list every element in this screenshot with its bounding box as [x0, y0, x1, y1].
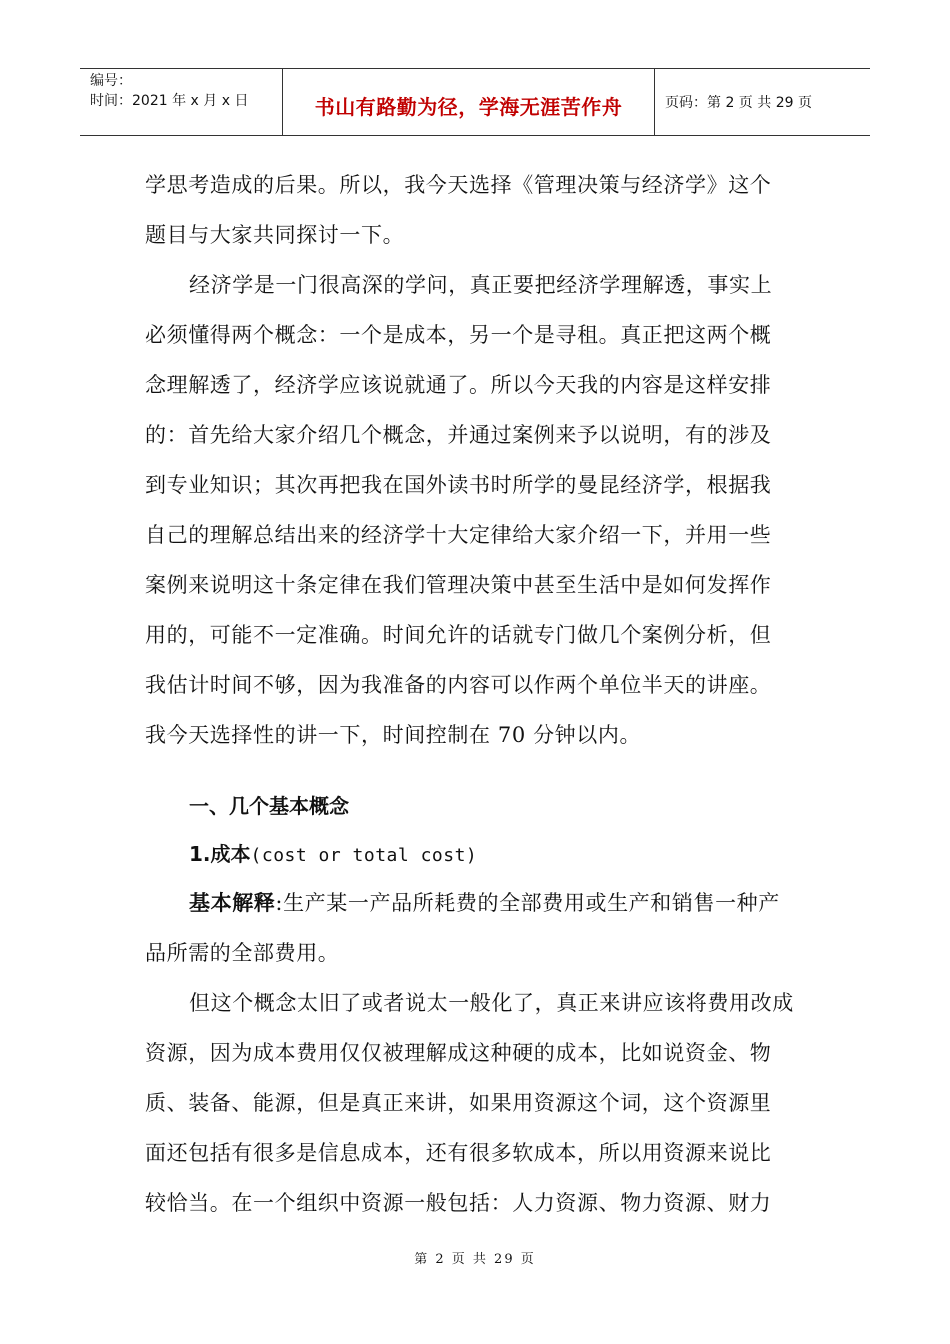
text-line: 经济学是一门很高深的学问，真正要把经济学理解透，事实上 — [189, 273, 773, 297]
text-line: 自己的理解总结出来的经济学十大定律给大家介绍一下，并用一些 — [145, 523, 772, 547]
document-body — [145, 160, 807, 1228]
page-header — [80, 68, 870, 136]
text-line: 学思考造成的后果。所以，我今天选择《管理决策与经济学》这个 — [145, 173, 772, 197]
page-footer: 第 2 页 共 29 页 — [414, 1252, 536, 1267]
definition-text: :生产某一产品所耗费的全部费用或生产和销售一种产 — [275, 891, 780, 915]
sub-heading-english: (cost or total cost) — [250, 845, 478, 866]
definition-label: 基本解释 — [189, 891, 276, 915]
text-line: 案例来说明这十条定律在我们管理决策中甚至生活中是如何发挥作 — [145, 573, 772, 597]
header-motto: 书山有路勤为径，学海无涯苦作舟 — [314, 94, 623, 119]
header-motto-cell — [283, 69, 655, 135]
text-line — [145, 878, 807, 928]
sub-heading — [145, 830, 807, 878]
text-line: 题目与大家共同探讨一下。 — [145, 223, 405, 247]
text-line: 我今天选择性的讲一下，时间控制在 70 分钟以内。 — [145, 723, 642, 747]
header-page-info: 页码：第 2 页 共 29 页 — [665, 95, 812, 111]
text-line: 用的，可能不一定准确。时间允许的话就专门做几个案例分析，但 — [145, 623, 772, 647]
spacer — [145, 760, 807, 782]
text-line: 念理解透了，经济学应该说就通了。所以今天我的内容是这样安排 — [145, 373, 772, 397]
text-line: 但这个概念太旧了或者说太一般化了，真正来讲应该将费用改成 — [189, 991, 794, 1015]
text-line: 质、装备、能源，但是真正来讲，如果用资源这个词，这个资源里 — [145, 1091, 772, 1115]
header-meta — [80, 69, 283, 135]
text-line: 我估计时间不够，因为我准备的内容可以作两个单位半天的讲座。 — [145, 673, 772, 697]
text-line: 的：首先给大家介绍几个概念，并通过案例来予以说明，有的涉及 — [145, 423, 772, 447]
section-heading: 一、几个基本概念 — [189, 794, 349, 818]
date-label: 时间：2021 年 x 月 x 日 — [90, 93, 249, 109]
text-line: 到专业知识；其次再把我在国外读书时所学的曼昆经济学，根据我 — [145, 473, 772, 497]
text-line: 资源，因为成本费用仅仅被理解成这种硬的成本，比如说资金、物 — [145, 1041, 772, 1065]
text-line: 较恰当。在一个组织中资源一般包括：人力资源、物力资源、财力 — [145, 1191, 772, 1215]
text-line: 品所需的全部费用。 — [145, 941, 340, 965]
number-label: 编号： — [90, 73, 132, 89]
text-line: 面还包括有很多是信息成本，还有很多软成本，所以用资源来说比 — [145, 1141, 772, 1165]
text-line: 必须懂得两个概念：一个是成本，另一个是寻租。真正把这两个概 — [145, 323, 772, 347]
sub-heading-number: 1.成本 — [189, 842, 251, 866]
